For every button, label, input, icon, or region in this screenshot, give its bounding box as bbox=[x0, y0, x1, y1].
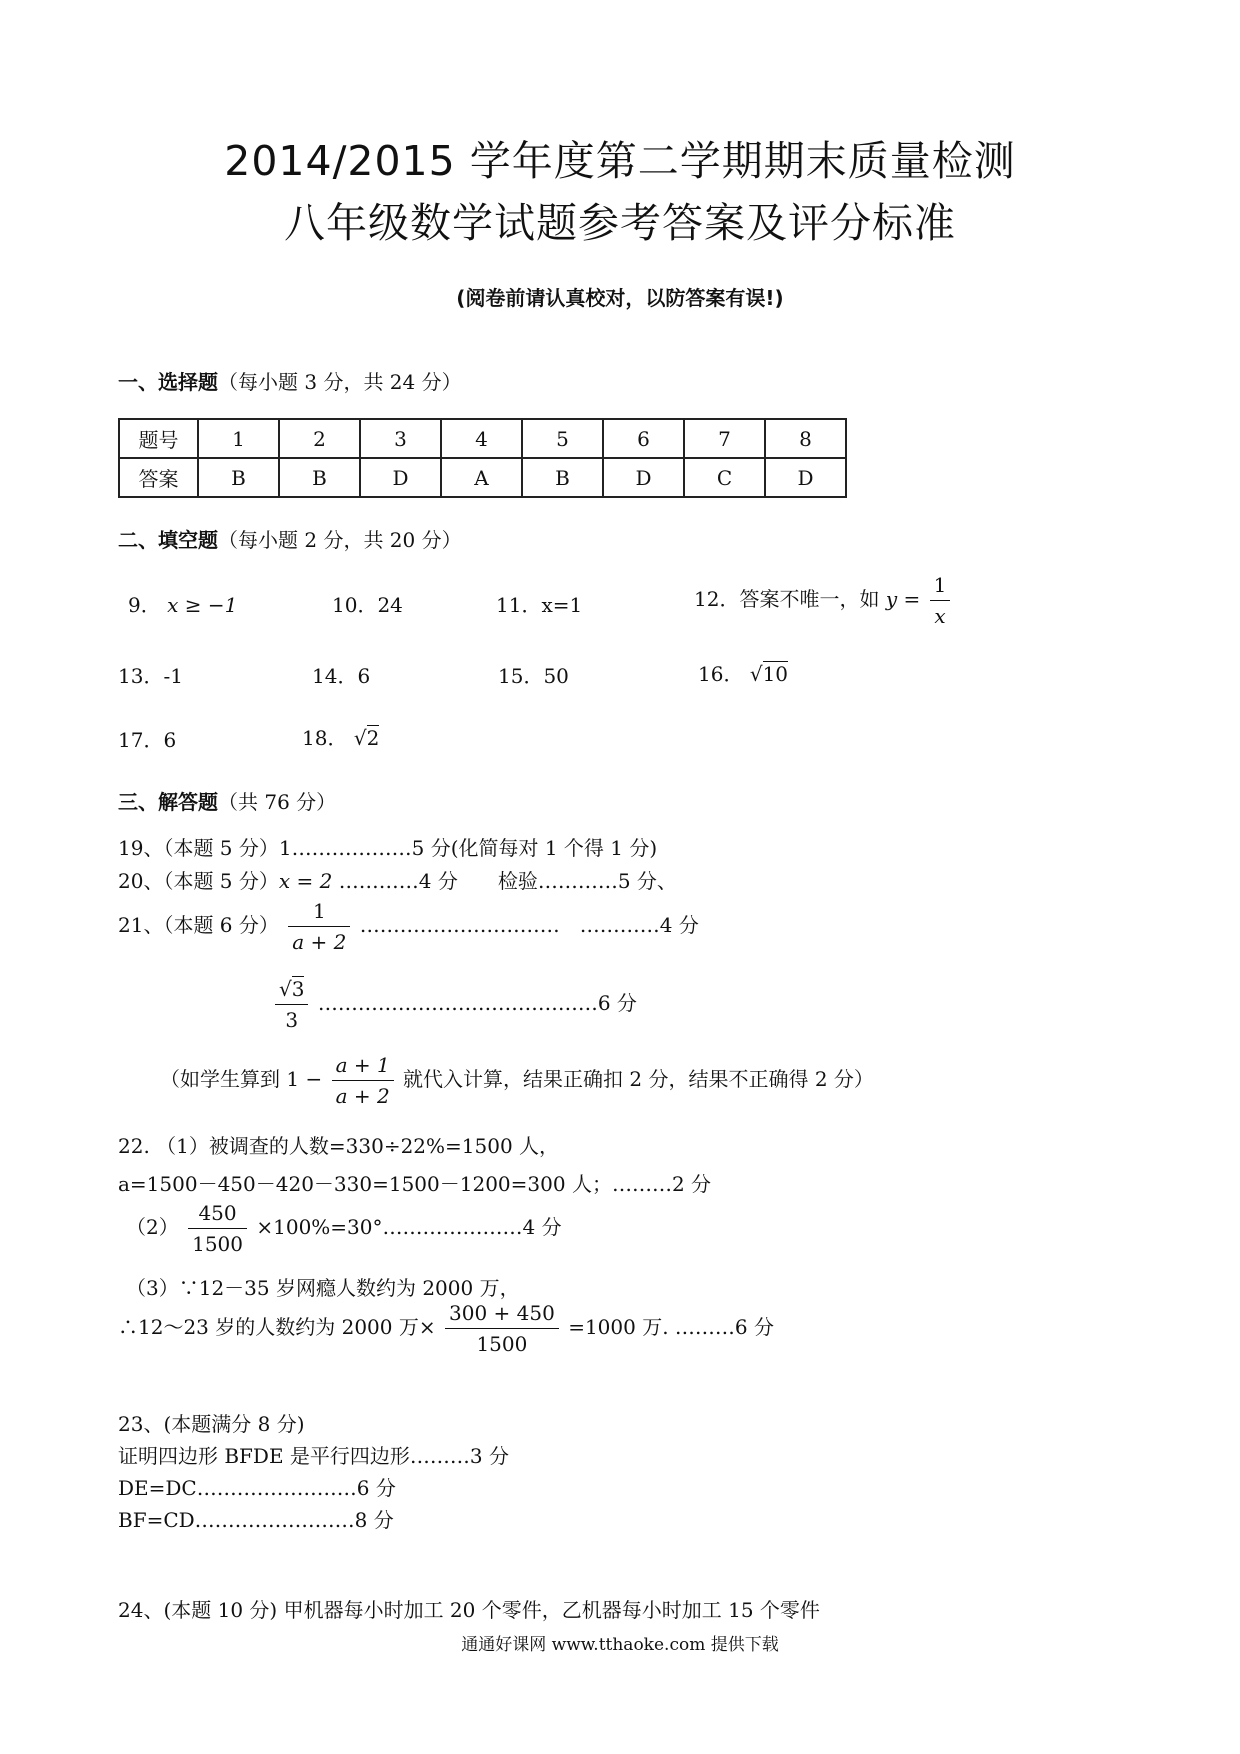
q23-line2: 证明四边形 BFDE 是平行四边形………3 分 bbox=[118, 1444, 510, 1468]
page-title: 2014/2015 学年度第二学期期末质量检测 bbox=[224, 137, 1016, 185]
q20-rest: …………4 分 检验…………5 分、 bbox=[338, 869, 677, 893]
sqrt-icon: √ bbox=[279, 977, 292, 1001]
q22-line2: a=1500－450－420－330=1500－1200=300 人；………2 分 bbox=[118, 1172, 712, 1196]
table-cell: 5 bbox=[522, 419, 603, 458]
q21-note-suffix: 就代入计算，结果正确扣 2 分，结果不正确得 2 分） bbox=[403, 1067, 874, 1091]
q21-frac2-denominator: 3 bbox=[285, 1008, 299, 1032]
q21-prefix: 21、（本题 6 分） bbox=[118, 913, 279, 937]
q22-numerator: 450 bbox=[188, 1198, 247, 1229]
q22-part3-numerator: 300 + 450 bbox=[445, 1298, 559, 1329]
table-header-cell: 题号 bbox=[119, 419, 198, 458]
table-cell: 1 bbox=[198, 419, 279, 458]
fill-q9 bbox=[128, 589, 237, 618]
q24-line: 24、(本题 10 分) 甲机器每小时加工 20 个零件，乙机器每小时加工 15 个零件 bbox=[118, 1598, 820, 1622]
q20-line bbox=[118, 865, 677, 894]
q23-line4: BF=CD……………………8 分 bbox=[118, 1508, 394, 1532]
table-cell: 7 bbox=[684, 419, 765, 458]
q22-part2-rest: ×100%=30°…………………4 分 bbox=[256, 1215, 562, 1239]
table-cell: B bbox=[198, 458, 279, 497]
fill-q10: 10．24 bbox=[332, 593, 403, 617]
q12-y: y = bbox=[885, 587, 921, 611]
table-cell: D bbox=[360, 458, 441, 497]
q21-line1 bbox=[118, 896, 699, 957]
footer-text: 通通好课网 www.tthaoke.com 提供下载 bbox=[461, 1635, 779, 1655]
q21-frac2-radicand: 3 bbox=[291, 977, 305, 1001]
sqrt-icon: √ bbox=[749, 662, 763, 686]
section3-heading bbox=[118, 786, 336, 815]
section3-title: 三、解答题 bbox=[118, 790, 218, 814]
q20-prefix: 20、（本题 5 分） bbox=[118, 869, 279, 893]
q9-number: 9． bbox=[128, 593, 161, 617]
table-cell: C bbox=[684, 458, 765, 497]
q21-numerator: 1 bbox=[288, 896, 350, 927]
section3-note: （共 76 分） bbox=[218, 790, 337, 814]
q21-note-denominator: a + 2 bbox=[335, 1084, 390, 1108]
section2-title: 二、填空题 bbox=[118, 528, 218, 552]
q22-part3-suffix: =1000 万. ………6 分 bbox=[568, 1315, 774, 1339]
q22-line5 bbox=[118, 1298, 774, 1359]
q22-part3-denominator: 1500 bbox=[476, 1332, 528, 1356]
table-cell: 8 bbox=[765, 419, 846, 458]
q21-note-fraction bbox=[332, 1050, 394, 1111]
table-cell: A bbox=[441, 458, 522, 497]
q20-equation: x = 2 bbox=[278, 869, 333, 893]
sqrt-icon: √ bbox=[353, 726, 367, 750]
q23-line3: DE=DC……………………6 分 bbox=[118, 1476, 396, 1500]
q21-fraction bbox=[288, 896, 350, 957]
section1-heading bbox=[118, 366, 462, 395]
fill-q17: 17．6 bbox=[118, 728, 177, 752]
q23-line1: 23、(本题满分 8 分) bbox=[118, 1412, 305, 1436]
fill-q13: 13．-1 bbox=[118, 664, 183, 688]
table-cell: B bbox=[522, 458, 603, 497]
table-cell: 6 bbox=[603, 419, 684, 458]
q21-denominator: a + 2 bbox=[292, 930, 347, 954]
q18-number: 18． bbox=[302, 726, 348, 750]
table-cell: D bbox=[765, 458, 846, 497]
q22-line4: （3）∵12－35 岁网瘾人数约为 2000 万， bbox=[126, 1276, 520, 1300]
q12-fraction bbox=[930, 570, 951, 631]
table-cell: B bbox=[279, 458, 360, 497]
q9-answer: x ≥ −1 bbox=[167, 593, 238, 617]
q22-part3-fraction bbox=[445, 1298, 559, 1359]
q22-line1: 22. （1）被调查的人数=330÷22%=1500 人， bbox=[118, 1134, 560, 1158]
q21-fraction2 bbox=[275, 974, 308, 1035]
table-cell: 3 bbox=[360, 419, 441, 458]
q22-part3-prefix: ∴12～23 岁的人数约为 2000 万× bbox=[118, 1315, 436, 1339]
fill-q15: 15．50 bbox=[498, 664, 569, 688]
q22-denominator: 1500 bbox=[192, 1232, 243, 1256]
fill-q18 bbox=[302, 722, 379, 751]
q22-part2-label: （2） bbox=[126, 1215, 179, 1239]
q21-note-numerator: a + 1 bbox=[332, 1050, 394, 1081]
table-row bbox=[119, 419, 846, 458]
fill-q16 bbox=[698, 658, 788, 687]
table-row bbox=[119, 458, 846, 497]
q12-numerator: 1 bbox=[930, 570, 951, 601]
q21-line2 bbox=[272, 974, 637, 1035]
q16-radicand: 10 bbox=[762, 662, 789, 686]
section2-heading bbox=[118, 524, 462, 553]
q19-line: 19、（本题 5 分）1………………5 分(化简每对 1 个得 1 分) bbox=[118, 836, 658, 860]
q21-note-prefix: （如学生算到 1 − bbox=[160, 1067, 323, 1091]
section1-title: 一、选择题 bbox=[118, 370, 218, 394]
table-header-cell: 答案 bbox=[119, 458, 198, 497]
table-cell: D bbox=[603, 458, 684, 497]
q21-note bbox=[160, 1050, 874, 1111]
fill-q12 bbox=[694, 570, 953, 631]
q22-line3 bbox=[126, 1198, 562, 1259]
fill-q14: 14．6 bbox=[312, 664, 371, 688]
q21-dots1: ………………………… …………4 分 bbox=[359, 913, 699, 937]
notice: (阅卷前请认真校对，以防答案有误!) bbox=[456, 286, 784, 310]
q21-frac2-numerator bbox=[275, 974, 308, 1005]
q21-dots2: ……………………………………6 分 bbox=[317, 991, 637, 1015]
fill-q11: 11．x=1 bbox=[496, 593, 583, 617]
table-cell: 4 bbox=[441, 419, 522, 458]
section1-note: （每小题 3 分，共 24 分） bbox=[218, 370, 462, 394]
table-cell: 2 bbox=[279, 419, 360, 458]
q18-radicand: 2 bbox=[366, 726, 380, 750]
q12-label: 12．答案不唯一，如 bbox=[694, 587, 880, 611]
q12-denominator: x bbox=[934, 604, 946, 628]
page-subtitle: 八年级数学试题参考答案及评分标准 bbox=[284, 199, 956, 247]
q16-number: 16． bbox=[698, 662, 744, 686]
answer-table bbox=[118, 418, 847, 498]
section2-note: （每小题 2 分，共 20 分） bbox=[218, 528, 462, 552]
q22-fraction bbox=[188, 1198, 247, 1259]
